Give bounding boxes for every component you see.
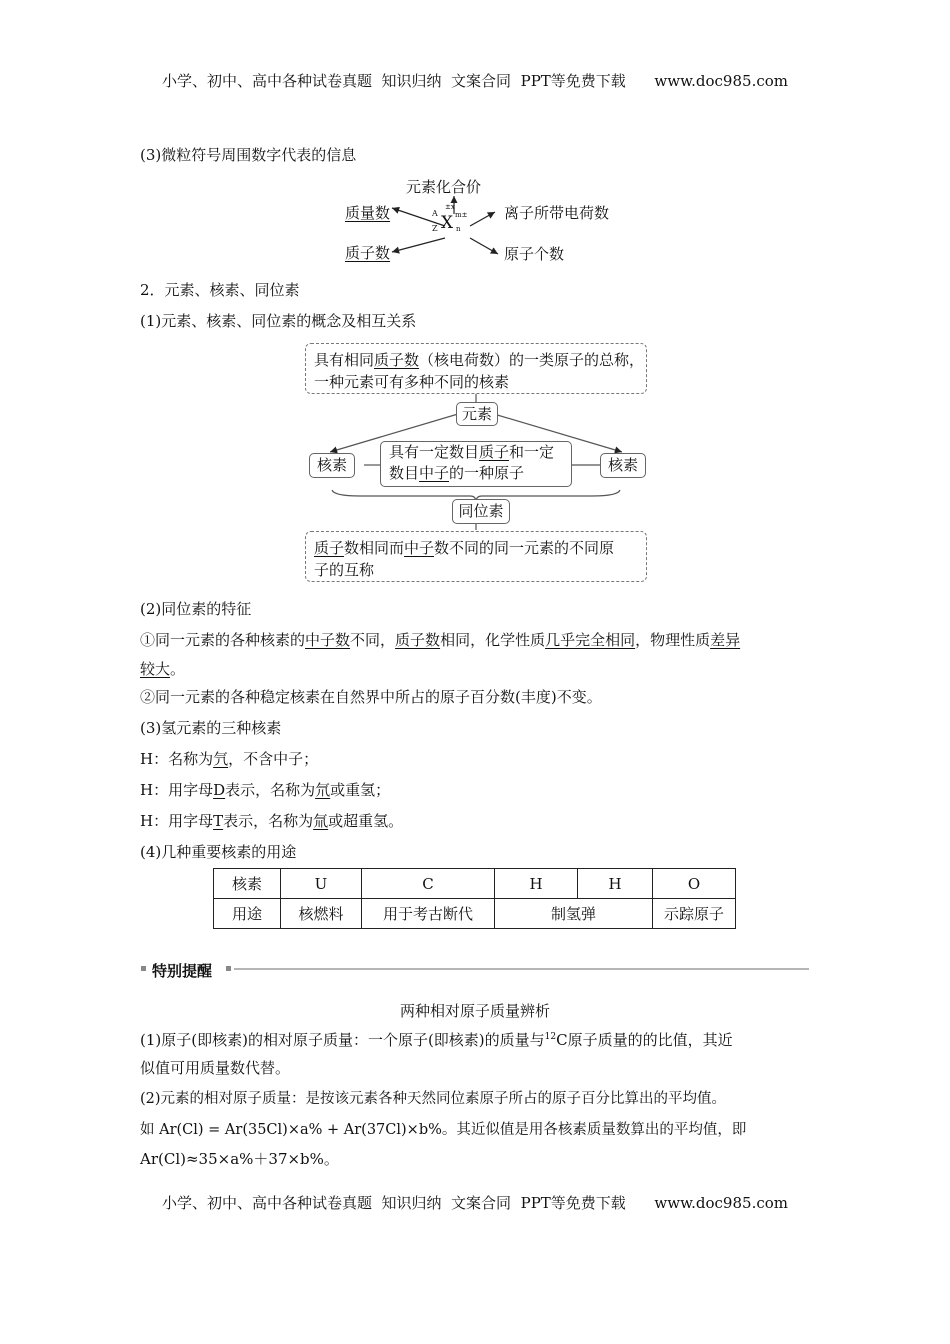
hydrogen-deuterium [140,779,390,800]
isotope-def-proton: 质子 [314,539,345,557]
isotope-def-b: 数相同而 [344,539,405,557]
arrow-atoms [470,238,498,254]
table-cell: H [578,869,653,899]
note-bullet-left [141,966,146,971]
hydrogen-protium [140,748,318,769]
features-p1-line1 [140,629,740,650]
isotope-def-line2: 子的互称 [314,561,375,579]
symbol-charge: m± [455,211,468,219]
table-cell: H [495,869,578,899]
text: 表示，名称为 [223,812,314,830]
note-p2-line1: (2)元素的相对原子质量：是按该元素各种天然同位素原子所占的原子百分比算出的平均值。 [140,1091,727,1107]
table-row [214,899,736,929]
section-2-subtitle: (1)元素、核素、同位素的概念及相互关系 [140,312,417,330]
nuclide-def-c: 和一定 [509,443,555,461]
nuclide-def-a: 具有一定数目 [389,443,480,461]
page-header: 小学、初中、高中各种试卷真题 知识归纳 文案合同 PPT等免费下载 www.doc985.com [161,72,788,90]
text: ，物理性质 [635,631,711,649]
nuclide-node-right: 核素 [600,453,646,478]
note-p1-line2: 似值可用质量数代替。 [140,1059,291,1077]
element-node: 元素 [456,402,498,426]
table-cell: 核燃料 [281,899,362,929]
text: ①同一元素的各种核素的 [140,631,306,649]
isotope-definition-box [305,531,647,582]
nuclide-def-d: 数目 [389,464,420,482]
nuclide-def-proton: 质子 [479,443,510,461]
underline-deuterium: 氘 [315,781,331,799]
element-def-text: 具有相同 [314,351,375,369]
element-def-underline: 质子数 [374,351,420,369]
isotope-node: 同位素 [452,499,510,524]
underline-T: T [213,812,224,830]
text: 。 [170,660,186,678]
note-divider [234,968,809,970]
features-p2: ②同一元素的各种稳定核素在自然界中所占的原子百分数(丰度)不变。 [140,688,602,706]
symbol-atomic-Z: Z [432,224,438,233]
hydrogen-title: (3)氢元素的三种核素 [140,719,282,737]
hydrogen-tritium [140,810,403,831]
isotope-def-d: 数不同的同一元素的不同原 [434,539,615,557]
table-cell: U [281,869,362,899]
note-p2-line2: 如 Ar(Cl) = Ar(35Cl)×a% + Ar(37Cl)×b%。其近似值是用各核素质量数算出的平均值，即 [140,1122,747,1138]
note-bullet-right [226,966,231,971]
underline-chem-same: 几乎完全相同 [545,631,636,649]
element-def-text-rest: （核电荷数）的一类原子的总称， [419,351,645,369]
text: H：用字母 [140,812,214,830]
underline-neutron-number: 中子数 [305,631,351,649]
text: 或重氢； [330,781,391,799]
arrow-charge [470,212,495,226]
table-row [214,869,736,899]
nuclide-def-neutron: 中子 [419,464,450,482]
underline-D: D [213,781,226,799]
note-p2-line3: Ar(Cl)≈35×a%＋37×b%。 [140,1150,339,1168]
nuclide-def-f: 的一种原子 [449,464,525,482]
label-ion-charge: 离子所带电荷数 [504,204,610,222]
nuclide-node-left: 核素 [309,453,355,478]
features-title: (2)同位素的特征 [140,600,252,618]
label-atom-count: 原子个数 [504,245,565,263]
symbol-valence: ±x [445,203,455,211]
text: C原子质量的的比值，其近 [556,1031,733,1049]
underline-protium: 氕 [213,750,229,768]
label-valence: 元素化合价 [406,178,482,196]
features-p1-line2 [140,658,185,679]
note-p1-line1 [140,1029,733,1050]
text: 表示，名称为 [225,781,316,799]
text: H：名称为 [140,750,214,768]
underline-tritium: 氚 [313,812,329,830]
underline-proton-number: 质子数 [395,631,441,649]
text: 相同，化学性质 [440,631,546,649]
table-cell: 制氢弹 [495,899,653,929]
arrow-proton [392,238,445,252]
text: 不同， [350,631,396,649]
text: H：用字母 [140,781,214,799]
text: (1)原子(即核素)的相对原子质量：一个原子(即核素)的质量与 [140,1031,545,1049]
table-cell: 示踪原子 [653,899,736,929]
text: ，不含中子； [228,750,319,768]
note-label: 特别提醒 [152,962,213,980]
table-cell: 用途 [214,899,281,929]
label-proton-number: 质子数 [345,244,391,262]
element-definition-box [305,343,647,394]
symbol-mass-A: A [432,209,438,218]
uses-title: (4)几种重要核素的用途 [140,843,297,861]
note-title: 两种相对原子质量辨析 [399,1002,550,1020]
section-symbol-title: (3)微粒符号周围数字代表的信息 [140,146,357,164]
element-def-line2: 一种元素可有多种不同的核素 [314,373,510,391]
section-2-heading: 2．元素、核素、同位素 [140,281,300,299]
underline-large: 较大 [140,660,171,678]
superscript: 12 [544,1032,557,1042]
symbol-count: n [456,225,461,233]
table-cell: O [653,869,736,899]
symbol-X: X [441,213,454,233]
nuclide-definition-box [380,441,572,487]
isotope-def-neutron: 中子 [404,539,435,557]
nuclide-uses-table [213,868,736,929]
page-footer: 小学、初中、高中各种试卷真题 知识归纳 文案合同 PPT等免费下载 www.doc985.com [161,1194,788,1212]
table-cell: 用于考古断代 [362,899,495,929]
underline-phys-diff: 差异 [710,631,741,649]
text: 或超重氢。 [328,812,404,830]
table-cell: C [362,869,495,899]
table-cell: 核素 [214,869,281,899]
label-mass-number: 质量数 [345,204,391,222]
